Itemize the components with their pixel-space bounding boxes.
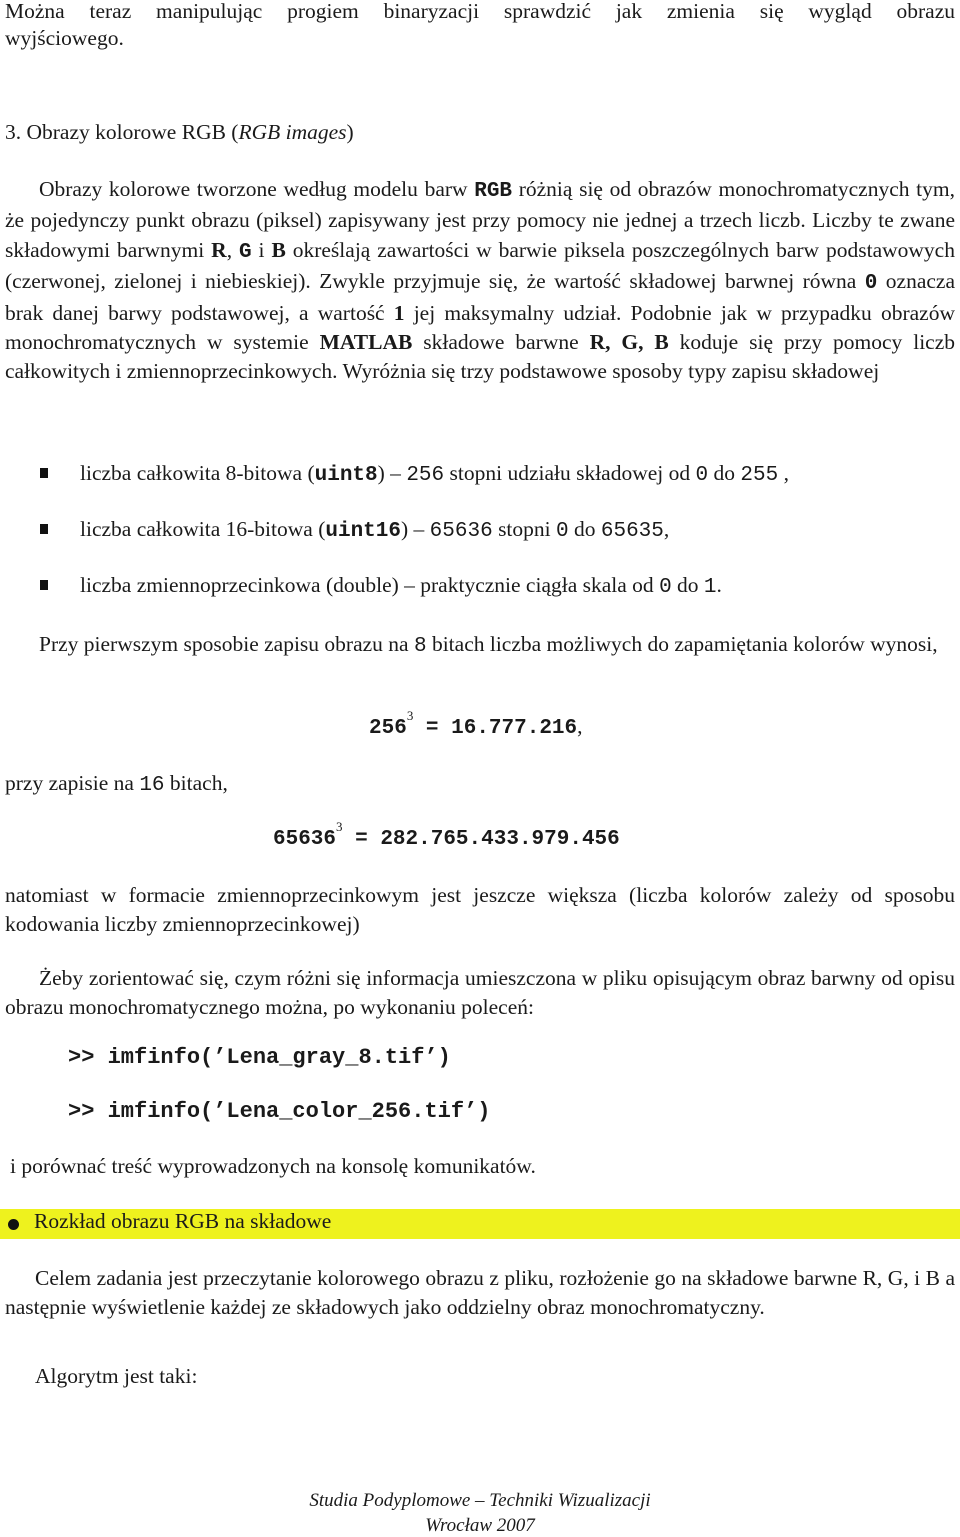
bullet-uint16: liczba całkowita 16-bitowa (uint16) – 65636 stopni 0 do 65635, (80, 517, 670, 543)
square-bullet-icon (40, 524, 48, 534)
compare-line: i porównać treść wyprowadzonych na konsolę komunikatów. (10, 1154, 536, 1178)
intro-line-1: Można teraz manipulując progiem binaryzacji sprawdzić jak zmienia się wygląd obrazu (5, 0, 955, 23)
footer-line-2: Wrocław 2007 (425, 1515, 535, 1536)
section-heading: 3. Obrazy kolorowe RGB (RGB images) (5, 120, 354, 144)
task-paragraph: Celem zadania jest przeczytanie kolorowego obrazu z pliku, rozłożenie go na składowe barwne R, G, i B a następnie wyświetlenie każdej ze składowych jako oddzielny obraz monochromatyczny. (5, 1266, 955, 1320)
float-paragraph: natomiast w formacie zmiennoprzecinkowym jest jeszcze większa (liczba kolorów zależy od sposobu kodowania liczby zmiennoprzecinkowej) (5, 883, 955, 937)
bullet-uint8: liczba całkowita 8-bitowa (uint8) – 256 stopni udziału składowej od 0 do 255 , (80, 461, 789, 487)
footer-line-1: Studia Podyplomowe – Techniki Wizualizacji (309, 1490, 651, 1511)
algorithm-line: Algorytm jest taki: (35, 1364, 198, 1388)
equation-8bit: $256^3 = 16.777.216$, (369, 708, 583, 740)
equation-16bit: $65636^3 = 282.765.433.979.456$ (273, 819, 620, 851)
info-paragraph: Żeby zorientować się, czym różni się informacja umieszczona w pliku opisującym obraz barwny od opisu obrazu monochromatycznego można, po wykonaniu poleceń: (5, 966, 955, 1020)
decomposition-heading: Rozkład obrazu RGB na składowe (34, 1209, 332, 1233)
command-color: >> imfinfo(’Lena_color_256.tif’) (68, 1099, 491, 1124)
rgb-paragraph: Obrazy kolorowe tworzone według modelu barw RGB różnią się od obrazów monochromatycznych tym, że pojedynczy punkt obrazu (piksel) zapisywany jest przy pomocy nie jednej a trzech liczb. Liczby te zwane składowymi barwnymi R, G i B określają zawartości w barwie piksela poszczególnych barw podstawowych (czerwonej, zielonej i niebieskiej). Zwykle przyjmuje się, że wartość składowej barwnej równa 0 oznacza brak danej barwy podstawowej, a wartość 1 jej maksymalny udział. Podobnie jak w przypadku obrazów monochromatycznych w systemie MATLAB składowe barwne R, G, B koduje się przy pomocy liczb całkowitych i zmiennoprzecinkowych. Wyróżnia się trzy podstawowe sposoby typy zapisu składowej (5, 177, 956, 384)
round-bullet-icon (8, 1219, 19, 1230)
command-gray: >> imfinfo(’Lena_gray_8.tif’) (68, 1045, 451, 1070)
first-method-paragraph: Przy pierwszym sposobie zapisu obrazu na 8 bitach liczba możliwych do zapamiętania kolorów wynosi, (39, 632, 938, 658)
square-bullet-icon (40, 468, 48, 478)
bullet-double: liczba zmiennoprzecinkowa (double) – praktycznie ciągła skala od 0 do 1. (80, 573, 722, 599)
sixteen-bit-line: przy zapisie na 16 bitach, (5, 771, 228, 797)
square-bullet-icon (40, 580, 48, 590)
intro-line-2: wyjściowego. (5, 26, 124, 50)
